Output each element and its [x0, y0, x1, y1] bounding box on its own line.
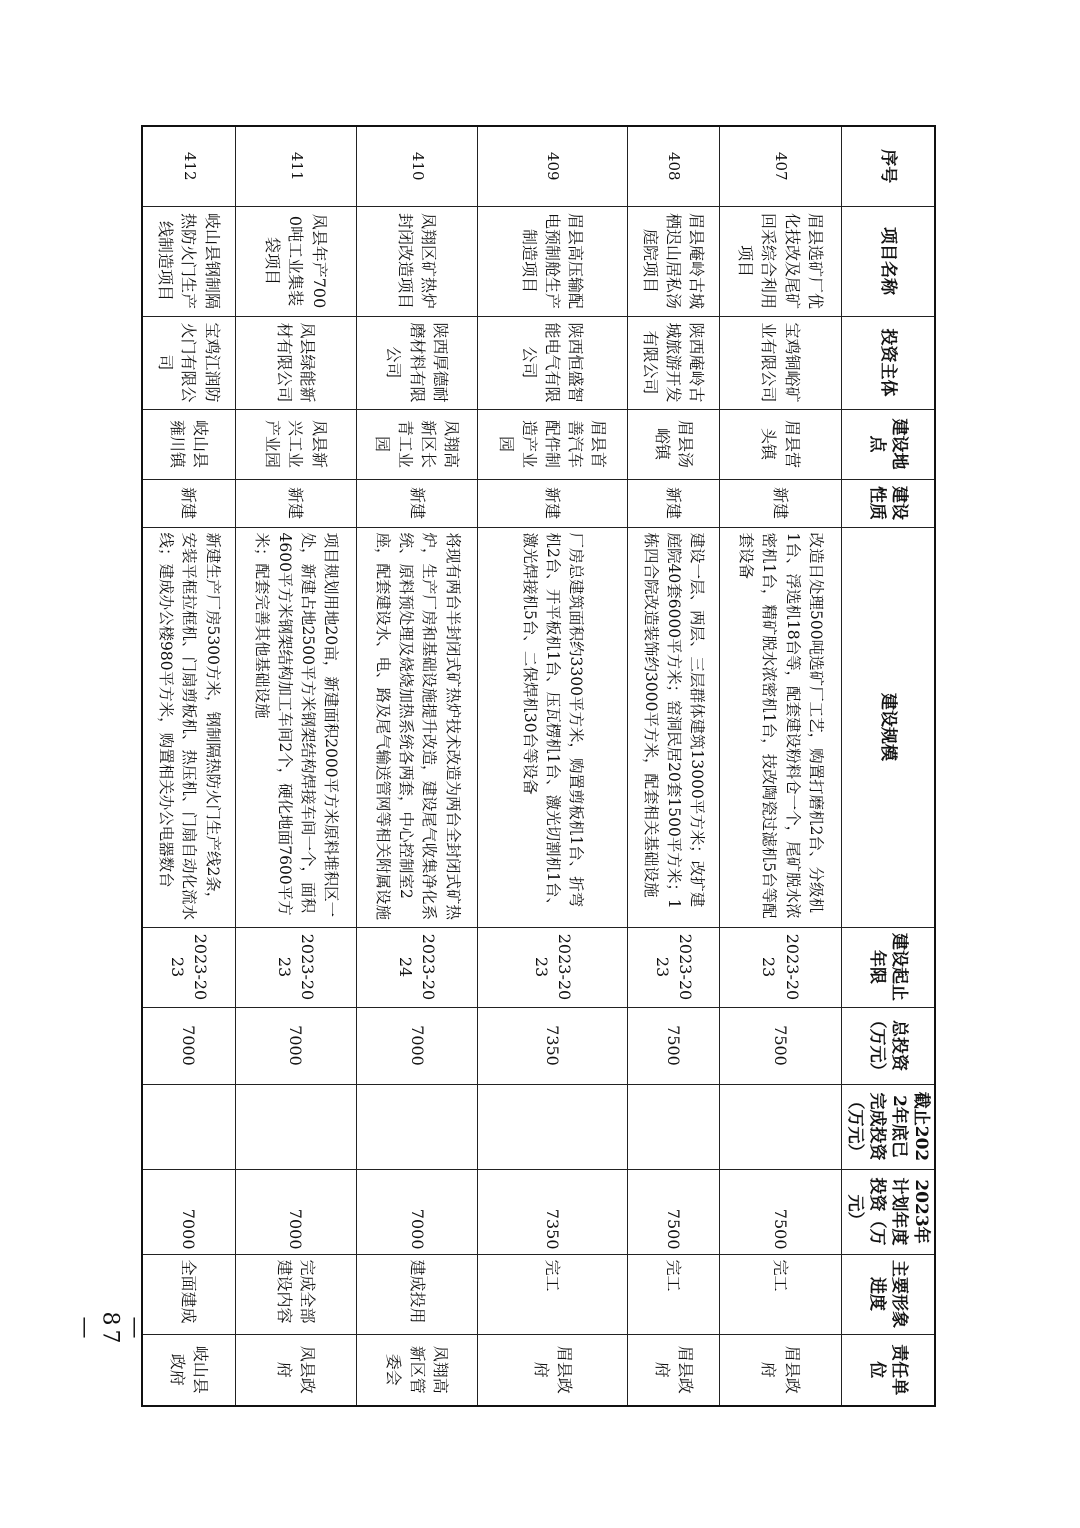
row-progress: 完工	[720, 1254, 841, 1334]
header-row	[841, 126, 935, 1406]
row-period: 2023-2023	[142, 927, 235, 1007]
row-period: 2023-2023	[720, 927, 841, 1007]
row-progress: 完工	[627, 1254, 720, 1334]
row-period: 2023-2023	[627, 927, 720, 1007]
row-total: 7500	[627, 1007, 720, 1084]
row-scale: 建设一层、两层、三层群体建筑13000平方米；改扩建庭院40套6000平方米；窑洞民居20套1500平方米；1栋四合院改造装饰约3000平方米，配套相关基础设施	[627, 527, 720, 927]
row-location: 眉县汤峪镇	[627, 409, 720, 479]
row-total: 7000	[235, 1007, 356, 1084]
row-unit: 眉县政府	[627, 1334, 720, 1406]
col-header-investor: 投资主体	[841, 316, 935, 409]
row-no: 410	[356, 126, 477, 206]
col-header-name: 项目名称	[841, 206, 935, 316]
col-header-progress: 主要形象进度	[841, 1254, 935, 1334]
rotated-page	[141, 125, 936, 1405]
row-location: 凤县新兴工业产业园	[235, 409, 356, 479]
row-no: 407	[720, 126, 841, 206]
col-header-no: 序号	[841, 126, 935, 206]
table-row	[142, 126, 235, 1406]
row-plan: 7500	[720, 1169, 841, 1254]
row-total: 7000	[142, 1007, 235, 1084]
row-total: 7500	[720, 1007, 841, 1084]
row-nature: 新建	[720, 479, 841, 527]
row-plan: 7000	[142, 1169, 235, 1254]
col-header-done: 截止2022年底已完成投资（万元）	[841, 1084, 935, 1169]
row-done	[720, 1084, 841, 1169]
row-done	[235, 1084, 356, 1169]
row-investor: 宝鸡江润防火门有限公司	[142, 316, 235, 409]
row-location: 眉县首善汽车配件制造产业园	[478, 409, 628, 479]
row-progress: 全面建成	[142, 1254, 235, 1334]
table-row	[478, 126, 628, 1406]
project-table	[141, 125, 936, 1407]
row-no: 408	[627, 126, 720, 206]
row-scale: 厂房总建筑面积约3300平方米，购置剪板机1台、折弯机2台、开平板机1台、压瓦楞机1台、激光切割机1台、激光焊接机5台、二保焊机30台等设备	[478, 527, 628, 927]
row-nature: 新建	[356, 479, 477, 527]
row-nature: 新建	[142, 479, 235, 527]
row-investor: 陕西厚德耐磨材料有限公司	[356, 316, 477, 409]
row-unit: 眉县政府	[478, 1334, 628, 1406]
row-progress: 完工	[478, 1254, 628, 1334]
row-location: 岐山县雍川镇	[142, 409, 235, 479]
row-scale: 改造日处理500吨选矿厂工艺，购置打磨机2台、分级机1台、浮选机18台等，配套建设粉料仓一个，尾矿脱水浓密机1台，精矿脱水浓密机1台，技改陶瓷过滤机5台等配套设备	[720, 527, 841, 927]
row-no: 412	[142, 126, 235, 206]
col-header-nature: 建设性质	[841, 479, 935, 527]
row-plan: 7000	[356, 1169, 477, 1254]
row-scale: 将现有两台半封闭式矿热炉技术改造为两台全封闭式矿热炉，生产厂房和基础设施提升改造，建设尾气收集净化系统、原料预处理及烧烧加热系统各两套，中心控制室2座，配套建设水、电、路及尾气输送管网等相关附属设施	[356, 527, 477, 927]
row-done	[478, 1084, 628, 1169]
row-name: 凤翔区矿热炉封闭改造项目	[356, 206, 477, 316]
row-progress: 建成投用	[356, 1254, 477, 1334]
row-investor: 陕西恒盛智能电气有限公司	[478, 316, 628, 409]
row-period: 2023-2023	[235, 927, 356, 1007]
col-header-location: 建设地点	[841, 409, 935, 479]
row-no: 409	[478, 126, 628, 206]
row-name: 眉县高压输配电预制舱生产制造项目	[478, 206, 628, 316]
row-plan: 7000	[235, 1169, 356, 1254]
row-done	[627, 1084, 720, 1169]
page-number: — 87 —	[72, 1311, 148, 1348]
row-unit: 凤县政府	[235, 1334, 356, 1406]
col-header-plan: 2023年计划年度投资（万元）	[841, 1169, 935, 1254]
row-done	[356, 1084, 477, 1169]
row-plan: 7350	[478, 1169, 628, 1254]
row-nature: 新建	[627, 479, 720, 527]
table-row	[356, 126, 477, 1406]
col-header-scale: 建设规模	[841, 527, 935, 927]
row-unit: 凤翔高新区管委会	[356, 1334, 477, 1406]
row-total: 7000	[356, 1007, 477, 1084]
row-unit: 岐山县政府	[142, 1334, 235, 1406]
row-progress: 完成全部建设内容	[235, 1254, 356, 1334]
row-done	[142, 1084, 235, 1169]
table-row	[627, 126, 720, 1406]
row-scale: 新建生产厂房5300方米，钢制隔热防火门生产线2条，安装平框拉框机、门扇剪板机、热压机、门扇自动化流水线；建成办公楼980平方米，购置相关办公电器数台	[142, 527, 235, 927]
table-row	[235, 126, 356, 1406]
table-row	[720, 126, 841, 1406]
row-nature: 新建	[478, 479, 628, 527]
row-location: 眉县营头镇	[720, 409, 841, 479]
row-investor: 宝鸡铜峪矿业有限公司	[720, 316, 841, 409]
row-no: 411	[235, 126, 356, 206]
row-nature: 新建	[235, 479, 356, 527]
row-plan: 7500	[627, 1169, 720, 1254]
row-name: 眉县选矿厂优化技改及尾矿回采综合利用项目	[720, 206, 841, 316]
row-name: 凤县年产7000吨工业集装袋项目	[235, 206, 356, 316]
row-location: 凤翔高新区长青工业园	[356, 409, 477, 479]
col-header-total: 总投资（万元）	[841, 1007, 935, 1084]
row-investor: 陕西庵岭古城旅游开发有限公司	[627, 316, 720, 409]
row-name: 岐山县钢制隔热防火门生产线制造项目	[142, 206, 235, 316]
row-investor: 凤县绿能新材有限公司	[235, 316, 356, 409]
row-period: 2023-2023	[478, 927, 628, 1007]
row-unit: 眉县政府	[720, 1334, 841, 1406]
col-header-unit: 责任单位	[841, 1334, 935, 1406]
row-period: 2023-2024	[356, 927, 477, 1007]
row-total: 7350	[478, 1007, 628, 1084]
col-header-period: 建设起止年限	[841, 927, 935, 1007]
row-name: 眉县庵岭古城栖迟山居私汤庭院项目	[627, 206, 720, 316]
row-scale: 项目规划用地20亩，新建面积2000平方米原料堆积区一处，新建占地2500平方米钢架结构焊接车间一个，面积4600平方米钢架结构加工车间2个，硬化地面7600平方米；配套完善其他基础设施	[235, 527, 356, 927]
